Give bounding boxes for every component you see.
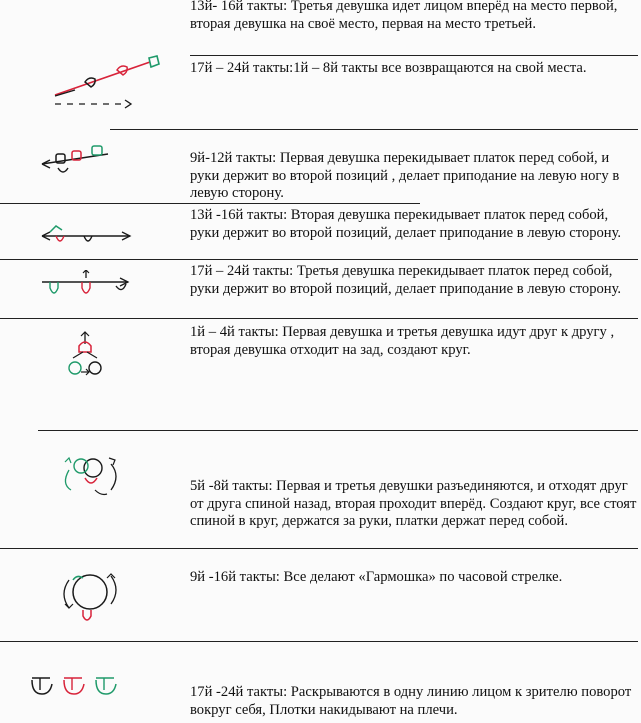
- divider: [0, 641, 638, 642]
- formation-diagram-5: [55, 330, 115, 390]
- row-text-8: 9й -16й такты: Все делают «Гармошка» по часовой стрелке.: [190, 569, 563, 585]
- formation-diagram-2: [38, 140, 118, 180]
- row-text-6: 1й – 4й такты: Первая девушка и третья девушка идут друг к другу , вторая девушка отходит на зад, создают круг.: [190, 324, 615, 358]
- divider: [0, 318, 638, 319]
- formation-diagram-6: [55, 450, 135, 510]
- row-text-1: 13й- 16й такты: Третья девушка идет лицом вперёд на место первой, вторая девушка на своё место, первая на место третьей.: [190, 0, 618, 32]
- row-text-4: 13й -16й такты: Вторая девушка перекидывает платок перед собой, руки держит во второй позиций, делает приподание в левую сторону.: [190, 207, 622, 241]
- row-text-7: 5й -8й такты: Первая и третья девушки разъединяются, и отходят друг от друга спиной назад, вторая проходит вперёд. Создают круг, все стоят спиной в круг, держатся за руки, платки держат перед собой.: [190, 478, 637, 529]
- formation-diagram-4: [38, 270, 138, 310]
- formation-diagram-3: [38, 222, 138, 252]
- formation-diagram-8: [28, 672, 128, 702]
- formation-diagram-1: [45, 50, 175, 110]
- divider: [38, 430, 638, 431]
- divider: [190, 55, 638, 56]
- divider: [0, 548, 638, 549]
- row-text-5: 17й – 24й такты: Третья девушка перекидывает платок перед собой, руки держит во второй позиций, делает приподание в левую сторону.: [190, 263, 622, 297]
- divider: [110, 129, 638, 130]
- divider: [0, 203, 420, 204]
- row-text-2: 17й – 24й такты:1й – 8й такты все возвращаются на свой места.: [190, 60, 587, 76]
- divider: [0, 259, 638, 260]
- formation-diagram-7: [55, 560, 125, 630]
- row-text-9: 17й -24й такты: Раскрываются в одну линию лицом к зрителю поворот вокруг себя, Плотки накидывают на плечи.: [190, 684, 632, 718]
- row-text-3: 9й-12й такты: Первая девушка перекидывает платок перед собой, и руки держит во второй позиций , делает приподание на левую ногу в левую сторону.: [190, 150, 620, 201]
